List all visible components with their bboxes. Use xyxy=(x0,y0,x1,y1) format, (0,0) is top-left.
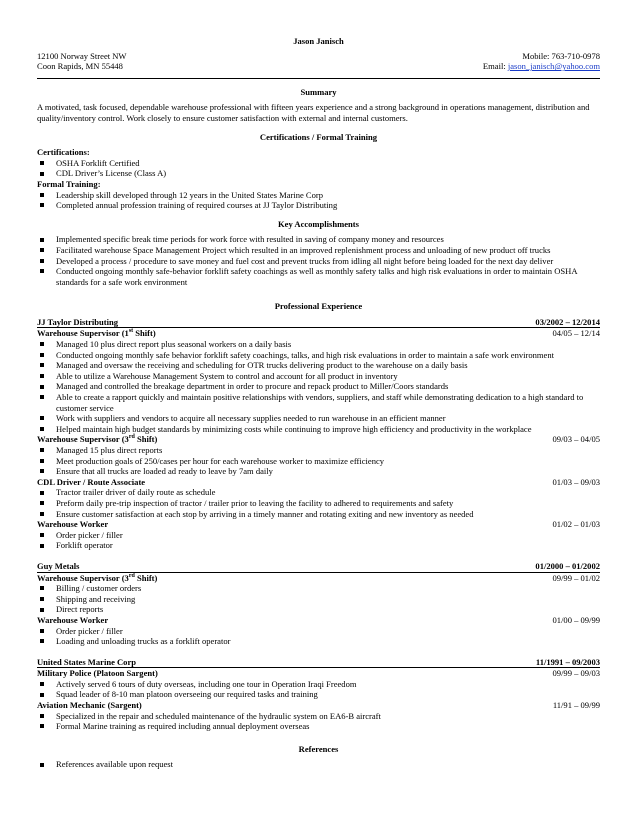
role-dates: 09/99 – 09/03 xyxy=(552,668,600,679)
list-item: Completed annual profession training of required courses at JJ Taylor Distributing xyxy=(37,200,600,211)
list-item: OSHA Forklift Certified xyxy=(37,158,600,169)
role-title: Warehouse Worker xyxy=(37,614,109,625)
role-dates: 01/02 – 01/03 xyxy=(552,519,600,530)
list-item: Able to utilize a Warehouse Management System to control and account for all product in inventory xyxy=(37,371,600,382)
role-dates: 01/03 – 09/03 xyxy=(552,476,600,487)
accomplishments-heading: Key Accomplishments xyxy=(278,218,359,229)
role-duties xyxy=(37,487,600,519)
role-dates: 09/99 – 01/02 xyxy=(552,572,600,583)
list-item: Managed and oversaw the receiving and scheduling for OTR trucks delivering product to the warehouse on a daily basis xyxy=(37,360,600,371)
training-list xyxy=(37,190,600,211)
experience-heading: Professional Experience xyxy=(274,301,363,312)
role-title: Military Police (Platoon Sargent) xyxy=(37,668,158,679)
accomplishments-list xyxy=(37,234,600,287)
email-link[interactable]: jason_janisch@yahoo.com xyxy=(507,61,600,72)
role-title: Warehouse Supervisor (3rd Shift) xyxy=(37,434,158,445)
role-dates: 01/00 – 09/99 xyxy=(552,614,600,625)
company-header xyxy=(37,561,600,573)
role-header xyxy=(37,668,600,679)
list-item: Direct reports xyxy=(37,604,600,615)
list-item: Ensure customer satisfaction at each stop by arriving in a timely manner and rotating exiting and new inventory as needed xyxy=(37,509,600,520)
company-header xyxy=(37,317,600,329)
references-heading: References xyxy=(298,743,339,754)
list-item: Managed 10 plus direct report plus seasonal workers on a daily basis xyxy=(37,339,600,350)
role-duties xyxy=(37,679,600,700)
company-dates: 03/2002 – 12/2014 xyxy=(535,316,600,327)
role-title: Warehouse Supervisor (3rd Shift) xyxy=(37,572,158,583)
role-header xyxy=(37,700,600,711)
list-item: Specialized in the repair and scheduled maintenance of the hydraulic system on EA6-B aircraft xyxy=(37,711,600,722)
role-duties xyxy=(37,583,600,615)
list-item: Squad leader of 8-10 man platoon overseeing our required tasks and training xyxy=(37,689,600,700)
references-list xyxy=(37,759,600,770)
list-item: Formal Marine training as required including annual deployment overseas xyxy=(37,721,600,732)
list-item: Billing / customer orders xyxy=(37,583,600,594)
role-duties xyxy=(37,339,600,434)
company-header xyxy=(37,657,600,669)
email-line xyxy=(483,61,600,72)
spacer xyxy=(37,647,600,657)
certifications-heading: Certifications / Formal Training xyxy=(259,131,378,142)
role-header xyxy=(37,573,600,584)
list-item: Implemented specific break time periods for work force with resulted in saving of company money and resources xyxy=(37,234,600,245)
list-item: Managed and controlled the breakage department in order to procure and repack product to Miller/Coors standards xyxy=(37,381,600,392)
contact-row-2 xyxy=(37,61,600,72)
list-item: Meet production goals of 250/cases per hour for each warehouse worker to maximize efficiency xyxy=(37,456,600,467)
certifications-label: Certifications: xyxy=(37,147,90,158)
list-item: Loading and unloading trucks as a forklift operator xyxy=(37,636,600,647)
role-title: Aviation Mechanic (Sargent) xyxy=(37,700,142,711)
address-line-1: 12100 Norway Street NW xyxy=(37,50,127,61)
list-item: Preform daily pre-trip inspection of tractor / trailer prior to leaving the facility to adhered to requirements and safety xyxy=(37,498,600,509)
company-name: United States Marine Corp xyxy=(37,656,136,667)
role-duties xyxy=(37,445,600,477)
role-dates: 09/03 – 04/05 xyxy=(552,434,600,445)
list-item: Shipping and receiving xyxy=(37,594,600,605)
list-item: Conducted ongoing monthly safe behavior forklift safety coachings, talks, and high risk evaluations in order to maintain a safe work environment xyxy=(37,350,600,361)
role-duties xyxy=(37,711,600,732)
company-name: Guy Metals xyxy=(37,560,80,571)
role-header xyxy=(37,519,600,530)
role-header xyxy=(37,477,600,488)
contact-row-1 xyxy=(37,51,600,62)
role-dates: 11/91 – 09/99 xyxy=(552,700,600,711)
address-line-2: Coon Rapids, MN 55448 xyxy=(37,61,123,72)
company-name: JJ Taylor Distributing xyxy=(37,316,119,327)
list-item: Managed 15 plus direct reports xyxy=(37,445,600,456)
role-title: Warehouse Worker xyxy=(37,519,109,530)
list-item: Developed a process / procedure to save money and fuel cost and prevent trucks from idling all night before being loaded for the next day deliver xyxy=(37,256,600,267)
list-item: Leadership skill developed through 12 years in the United States Marine Corp xyxy=(37,190,600,201)
list-item: CDL Driver’s License (Class A) xyxy=(37,168,600,179)
email-label: Email: xyxy=(482,61,508,72)
list-item: Order picker / filler xyxy=(37,626,600,637)
list-item: Conducted ongoing monthly safe-behavior forklift safety coachings as well as monthly safety talks and high risk evaluations in order to maintain OSHA standards for a safe work environment xyxy=(37,266,600,287)
list-item: Forklift operator xyxy=(37,540,600,551)
summary-text: A motivated, task focused, dependable warehouse professional with fifteen years experience and a strong background in operations management, distribution and quality/inventory control. Work closely to ensure customer satisfaction with external and internal customers. xyxy=(37,102,590,123)
candidate-name: Jason Janisch xyxy=(293,36,344,46)
list-item: Actively served 6 tours of duty overseas, including one tour in Operation Iraqi Freedom xyxy=(37,679,600,690)
certifications-list xyxy=(37,158,600,179)
list-item: References available upon request xyxy=(37,759,600,770)
spacer xyxy=(37,551,600,561)
header-divider xyxy=(37,78,600,79)
summary-heading: Summary xyxy=(300,86,337,97)
list-item: Order picker / filler xyxy=(37,530,600,541)
mobile-number: Mobile: 763-710-0978 xyxy=(522,50,600,61)
company-dates: 01/2000 – 01/2002 xyxy=(535,560,600,571)
list-item: Helped maintain high budget standards by minimizing costs while continuing to improve high efficiency and productivity in the workplace xyxy=(37,424,600,435)
company-dates: 11/1991 – 09/2003 xyxy=(535,656,600,667)
list-item: Work with suppliers and vendors to acquire all necessary supplies needed to run warehouse in an efficient manner xyxy=(37,413,600,424)
list-item: Tractor trailer driver of daily route as schedule xyxy=(37,487,600,498)
role-duties xyxy=(37,626,600,647)
role-duties xyxy=(37,530,600,551)
role-dates: 04/05 – 12/14 xyxy=(552,328,600,339)
role-title: Warehouse Supervisor (1st Shift) xyxy=(37,328,156,339)
list-item: Able to create a rapport quickly and maintain positive relationships with vendors, suppliers, and staff while demonstrating dedication to a high standard to customer service xyxy=(37,392,600,413)
role-header xyxy=(37,615,600,626)
role-header xyxy=(37,434,600,445)
training-label: Formal Training: xyxy=(37,178,101,189)
list-item: Facilitated warehouse Space Management Project which resulted in an improved replenishment process and unloading of new product off trucks xyxy=(37,245,600,256)
list-item: Ensure that all trucks are loaded ad ready to leave by 7am daily xyxy=(37,466,600,477)
role-title: CDL Driver / Route Associate xyxy=(37,476,146,487)
role-header xyxy=(37,328,600,339)
